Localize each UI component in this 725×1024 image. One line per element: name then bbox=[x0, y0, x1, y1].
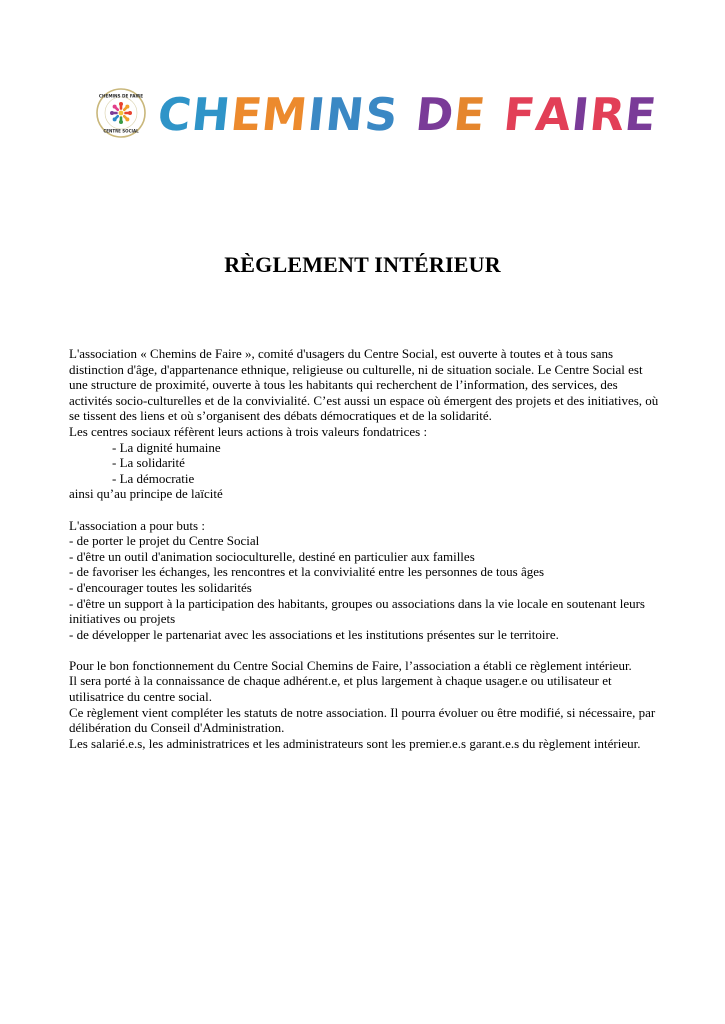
wordmark-letter: F bbox=[501, 87, 539, 141]
values-outro: ainsi qu’au principe de laïcité bbox=[69, 486, 223, 502]
goal-item: - d'encourager toutes les solidarités bbox=[69, 579, 252, 595]
seal-figure-body bbox=[116, 116, 118, 118]
wordmark-letter: E bbox=[622, 87, 660, 141]
seal-bottom-text: CENTRE SOCIAL bbox=[103, 128, 139, 134]
wordmark-letter: D bbox=[413, 87, 458, 141]
intro-paragraph: L'association « Chemins de Faire », comité d'usagers du Centre Social, est ouverte à toutes et à tous sans distinction d'âge, d'appartenance ethnique, religieuse ou culturelle, ni de situation sociale. Le Centre Social est une structure de proximité, ouverte à tous les habitants qui recherchent de l’information, des services, des activités socio-culturelles et de la convivialité. C’est aussi un espace où émergent des projets et des initiatives, où se tissent des liens et où s’organisent des débats démocratiques et de la solidarité. bbox=[69, 346, 659, 424]
wordmark-letter: N bbox=[323, 87, 368, 141]
closing-line: Il sera porté à la connaissance de chaque adhérent.e, et plus largement à chaque usager.e ou utilisateur et utilisatrice du centre social. bbox=[69, 673, 612, 705]
seal-top-text: CHEMINS DE FAIRE bbox=[98, 93, 144, 99]
wordmark-letter: E bbox=[227, 87, 266, 141]
closing-line: Les salarié.e.s, les administratrices et les administrateurs sont les premier.e.s garant.e.s du règlement intérieur. bbox=[69, 735, 641, 751]
value-item: - La solidarité bbox=[112, 455, 185, 471]
goals-heading: L'association a pour buts : bbox=[69, 517, 205, 533]
wordmark-letter: S bbox=[361, 87, 401, 141]
seal-figure-body bbox=[116, 108, 118, 110]
goal-item: - de favoriser les échanges, les rencontres et la convivialité entre les personnes de tous âges bbox=[69, 564, 545, 580]
seal-figure-body bbox=[124, 108, 126, 110]
goal-item: - de développer le partenariat avec les associations et les institutions présentes sur le territoire. bbox=[69, 626, 559, 642]
logo-wordmark bbox=[155, 84, 660, 144]
value-item: - La dignité humaine bbox=[112, 439, 221, 455]
wordmark-letter: E bbox=[451, 87, 489, 141]
goal-item: - d'être un support à la participation des habitants, groupes ou associations dans la vie locale en soutenant leurs initiatives ou projets bbox=[69, 595, 645, 627]
seal-figure-body bbox=[124, 116, 126, 118]
goal-item: - d'être un outil d'animation socioculturelle, destiné en particulier aux familles bbox=[69, 548, 475, 564]
page-title: RÈGLEMENT INTÉRIEUR bbox=[224, 252, 501, 277]
wordmark-letter: M bbox=[259, 87, 312, 141]
logo-seal-icon bbox=[96, 88, 146, 138]
closing-line: Pour le bon fonctionnement du Centre Social Chemins de Faire, l’association a établi ce règlement intérieur. bbox=[69, 657, 632, 673]
wordmark-letter: I bbox=[305, 87, 329, 141]
wordmark-letter: C bbox=[155, 87, 195, 141]
goal-item: - de porter le projet du Centre Social bbox=[69, 533, 260, 549]
logo-header bbox=[96, 84, 660, 144]
wordmark-letter: R bbox=[586, 87, 628, 141]
document-body bbox=[69, 346, 659, 751]
wordmark-letter: A bbox=[533, 87, 575, 141]
value-item: - La démocratie bbox=[112, 470, 195, 486]
wordmark-letter: H bbox=[189, 87, 234, 141]
closing-line: Ce règlement vient compléter les statuts de notre association. Il pourra évoluer ou être modifié, si nécessaire, par délibération du Conseil d'Administration. bbox=[69, 704, 656, 736]
seal-center bbox=[119, 111, 124, 116]
wordmark-letter: I bbox=[568, 87, 593, 141]
values-intro: Les centres sociaux réfèrent leurs actions à trois valeurs fondatrices : bbox=[69, 423, 428, 439]
